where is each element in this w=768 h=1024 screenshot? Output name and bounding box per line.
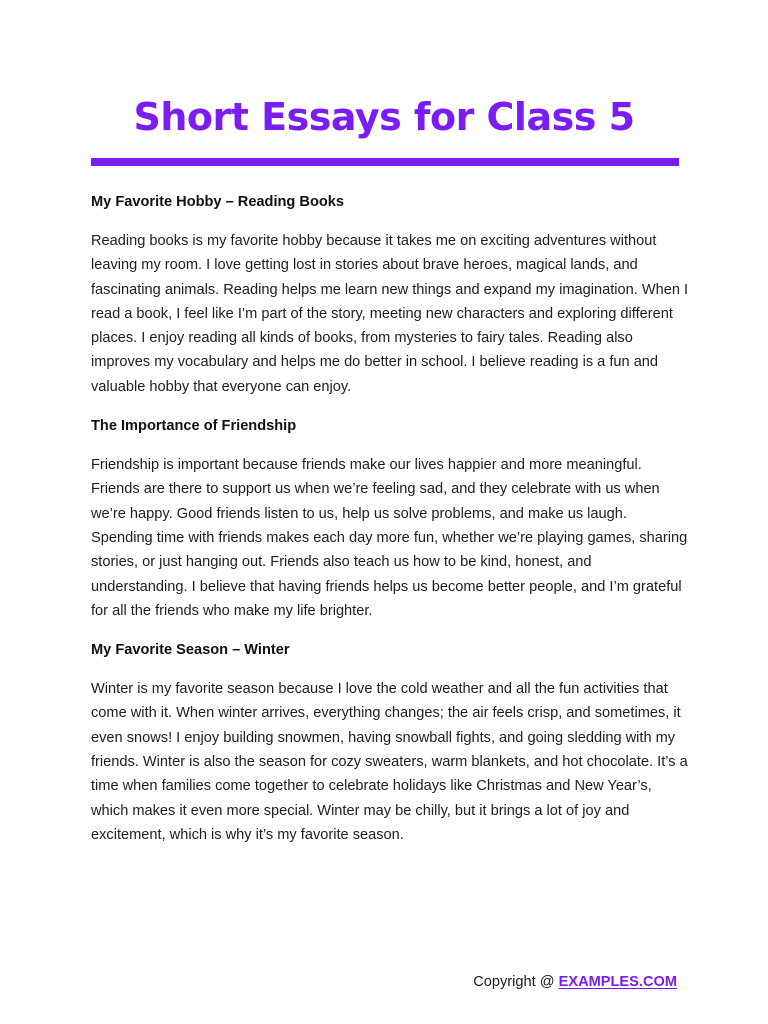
essay-body: Winter is my favorite season because I love the cold weather and all the fun activities that come with it. When winter arrives, everything changes; the air feels crisp, and sometimes, it even snows! I enjoy building snowmen, having snowball fights, and going sledding with my friends. Winter is also the season for cozy sweaters, warm blankets, and hot chocolate. It’s a time when families come together to celebrate holidays like Christmas and New Year’s, which makes it even more special. Winter may be chilly, but it brings a lot of joy and excitement, which is why it’s my favorite season. xyxy=(91,681,688,843)
essay-body: Reading books is my favorite hobby because it takes me on exciting adventures without leaving my room. I love getting lost in stories about brave heroes, magical lands, and fascinating animals. Reading helps me learn new things and expand my imagination. When I read a book, I feel like I’m part of the story, meeting new characters and exploring different places. I enjoy reading all kinds of books, from mysteries to fairy tales. Reading also improves my vocabulary and helps me do better in school. I believe reading is a fun and valuable hobby that everyone can enjoy. xyxy=(91,233,689,395)
essay-heading: My Favorite Season – Winter xyxy=(91,642,290,659)
essay-season xyxy=(91,638,691,847)
page-title: Short Essays for Class 5 xyxy=(133,95,635,139)
essay-heading: My Favorite Hobby – Reading Books xyxy=(91,194,345,210)
essay-body: Friendship is important because friends make our lives happier and more meaningful. Friends are there to support us when we’re feeling sad, and they celebrate with us when we’re happy. Good friends listen to us, help us solve problems, and make us laugh. Spending time with friends makes each day more fun, whether we’re playing games, sharing stories, or just hanging out. Friends also teach us how to be kind, honest, and understanding. I believe that having friends helps us become better people, and I’m grateful for all the friends who make my life brighter. xyxy=(91,457,688,619)
essay-hobby xyxy=(91,190,691,399)
examples-link[interactable]: EXAMPLES.COM xyxy=(558,974,677,990)
title-divider xyxy=(91,158,679,166)
essay-friendship xyxy=(91,414,691,623)
essay-list xyxy=(91,190,691,862)
essay-heading: The Importance of Friendship xyxy=(91,418,297,435)
copyright-text: Copyright @ xyxy=(473,974,559,990)
copyright-footer xyxy=(473,970,677,994)
